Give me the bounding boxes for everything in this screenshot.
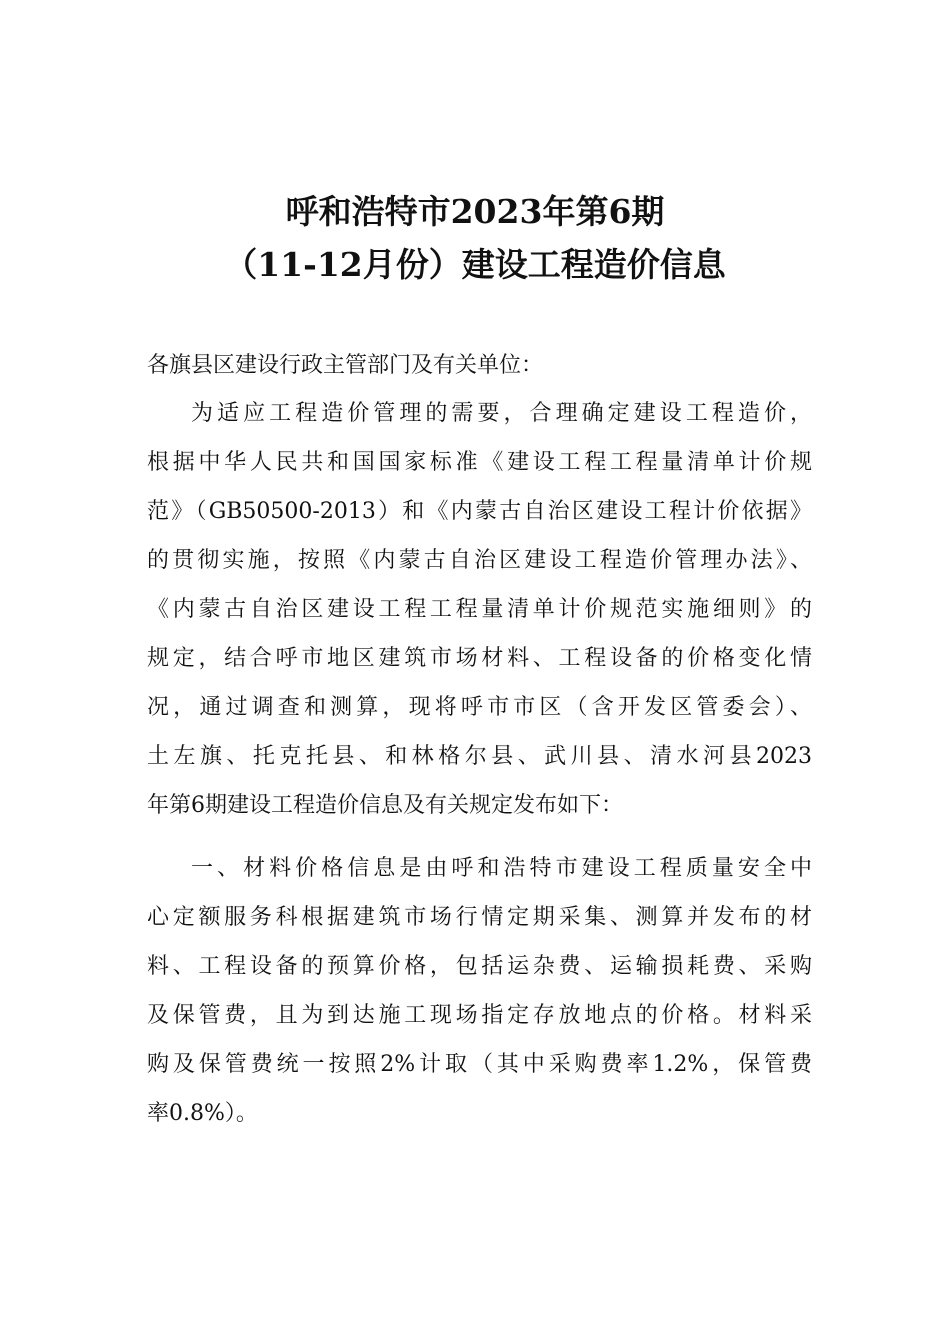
paragraph-line: 规定，结合呼市地区建筑市场材料、工程设备的价格变化情 [147, 646, 812, 671]
salutation [147, 341, 812, 390]
paragraph-line: 料、工程设备的预算价格，包括运杂费、运输损耗费、采购 [147, 954, 812, 979]
paragraph-line: 购及保管费统一按照2%计取（其中采购费率1.2%，保管费 [147, 1052, 812, 1077]
paragraph-line: 范》（GB50500-2013）和《内蒙古自治区建设工程计价依据》 [147, 499, 812, 524]
paragraph-1 [147, 389, 812, 830]
paragraph-line: 为适应工程造价管理的需要，合理确定建设工程造价， [191, 401, 812, 426]
paragraph-line: 年第6期建设工程造价信息及有关规定发布如下： [147, 793, 623, 818]
paragraph-line: 土左旗、托克托县、和林格尔县、武川县、清水河县2023 [147, 744, 812, 769]
paragraph-line: 率0.8%）。 [147, 1101, 258, 1126]
document-title-line-1: 呼和浩特市2023年第6期 [285, 192, 665, 231]
salutation-line: 各旗县区建设行政主管部门及有关单位： [147, 353, 544, 378]
paragraph-line: 的贯彻实施，按照《内蒙古自治区建设工程造价管理办法》、 [147, 548, 812, 573]
paragraph-line: 及保管费，且为到达施工现场指定存放地点的价格。材料采 [147, 1003, 812, 1028]
paragraph-line: 《内蒙古自治区建设工程工程量清单计价规范实施细则》的 [147, 597, 812, 622]
paragraph-line: 况，通过调查和测算，现将呼市市区（含开发区管委会）、 [147, 695, 812, 720]
paragraph-2 [147, 844, 812, 1138]
paragraph-line: 一、材料价格信息是由呼和浩特市建设工程质量安全中 [191, 856, 812, 881]
document-title-line-2: （11-12月份）建设工程造价信息 [224, 245, 726, 284]
paragraph-line: 根据中华人民共和国国家标准《建设工程工程量清单计价规 [147, 450, 812, 475]
paragraph-line: 心定额服务科根据建筑市场行情定期采集、测算并发布的材 [147, 905, 812, 930]
